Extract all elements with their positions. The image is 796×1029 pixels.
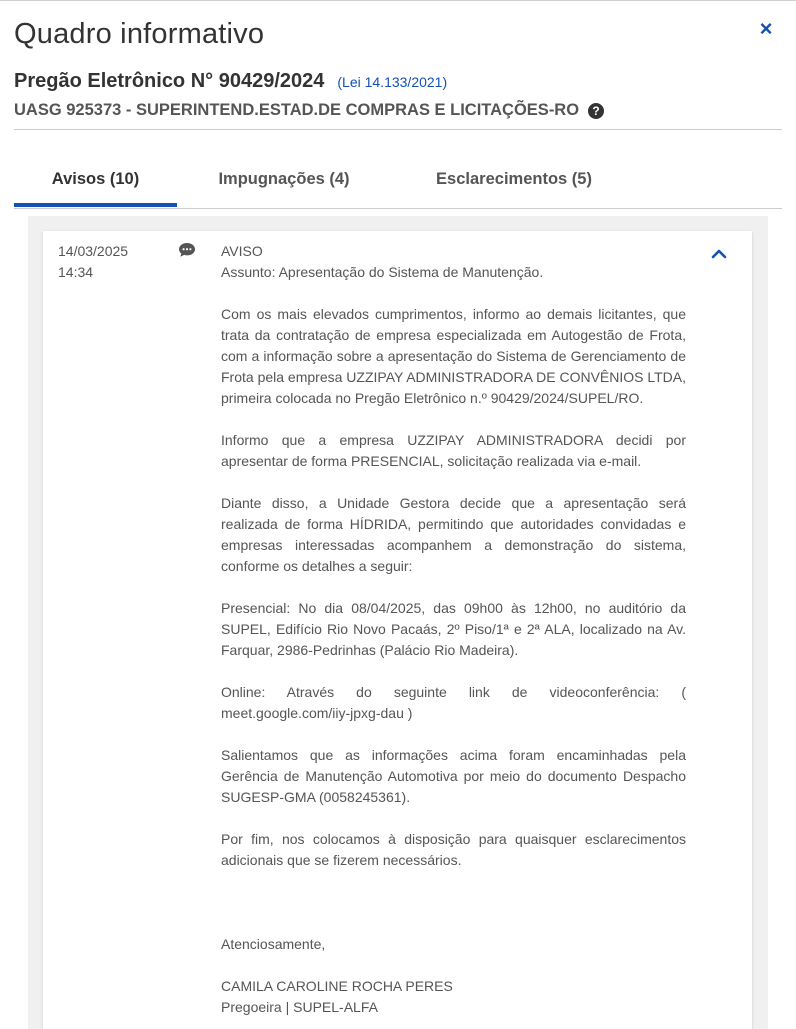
notice-body [221,241,686,1018]
notice-paragraph-6: Salientamos que as informações acima foram encaminhadas pela Gerência de Manutenção Automotiva por meio do documento Despacho SUGESP-GMA (0058245361). [221,747,686,805]
chevron-up-icon[interactable] [711,247,727,259]
top-border [0,0,796,1]
notice-closing: Atenciosamente, [221,936,326,952]
notice-paragraph-4: Presencial: No dia 08/04/2025, das 09h00 às 12h00, no auditório da SUPEL, Edifício Rio Novo Pacaás, 2º Piso/1ª e 2ª ALA, localizado na Av. Farquar, 2986-Pedrinhas (Palácio Rio Madeira). [221,600,686,658]
notice-signer: CAMILA CAROLINE ROCHA PERES [221,978,453,994]
tab-avisos-label: Avisos (10) [51,170,140,188]
pregao-row [14,70,447,93]
tab-avisos[interactable] [14,152,177,207]
notice-time: 14:34 [58,264,94,280]
notice-datetime [58,241,128,283]
tab-esclarecimentos-label: Esclarecimentos (5) [436,170,592,188]
notice-paragraph-2: Informo que a empresa UZZIPAY ADMINISTRADORA decidi por apresentar de forma PRESENCIAL, solicitação realizada via e-mail. [221,432,686,469]
chat-icon [178,242,196,258]
notice-signer-role: Pregoeira | SUPEL-ALFA [221,999,378,1015]
tab-esclarecimentos[interactable] [414,152,614,206]
tab-impugnacoes[interactable] [201,152,367,206]
notice-subject: Assunto: Apresentação do Sistema de Manutenção. [221,264,544,280]
notice-paragraph-7: Por fim, nos colocamos à disposição para quaisquer esclarecimentos adicionais que se fizerem necessários. [221,831,686,868]
tab-impugnacoes-label: Impugnações (4) [218,170,350,188]
help-icon[interactable]: ? [588,103,604,119]
notice-card [43,231,752,1029]
pregao-title: Pregão Eletrônico N° 90429/2024 [14,70,325,92]
page-title: Quadro informativo [14,18,265,50]
notice-paragraph-5: Online: Através do seguinte link de videoconferência: ( meet.google.com/iiy-jpxg-dau ) [221,684,686,721]
notice-paragraph-1: Com os mais elevados cumprimentos, informo ao demais licitantes, que trata da contratação de empresa especializada em Autogestão de Frota, com a informação sobre a apresentação do Sistema de Gerenciamento de Frota pela empresa UZZIPAY ADMINISTRADORA DE CONVÊNIOS LTDA, primeira colocada no Pregão Eletrônico n.º 90429/2024/SUPEL/RO. [221,306,686,406]
lei-link[interactable]: (Lei 14.133/2021) [337,74,448,90]
notice-paragraph-3: Diante disso, a Unidade Gestora decide que a apresentação será realizada de forma HÍDRIDA, permitindo que autoridades convidadas e empresas interessadas acompanhem a demonstração do sistema, conforme os detalhes a seguir: [221,495,686,574]
uasg-label: UASG 925373 - SUPERINTEND.ESTAD.DE COMPRAS E LICITAÇÕES-RO [14,101,580,119]
uasg-row [14,101,604,120]
tab-bar [14,152,782,209]
notice-type: AVISO [221,243,263,259]
close-icon[interactable]: × [759,16,773,41]
notice-date: 14/03/2025 [58,243,129,259]
header-divider [14,129,782,130]
